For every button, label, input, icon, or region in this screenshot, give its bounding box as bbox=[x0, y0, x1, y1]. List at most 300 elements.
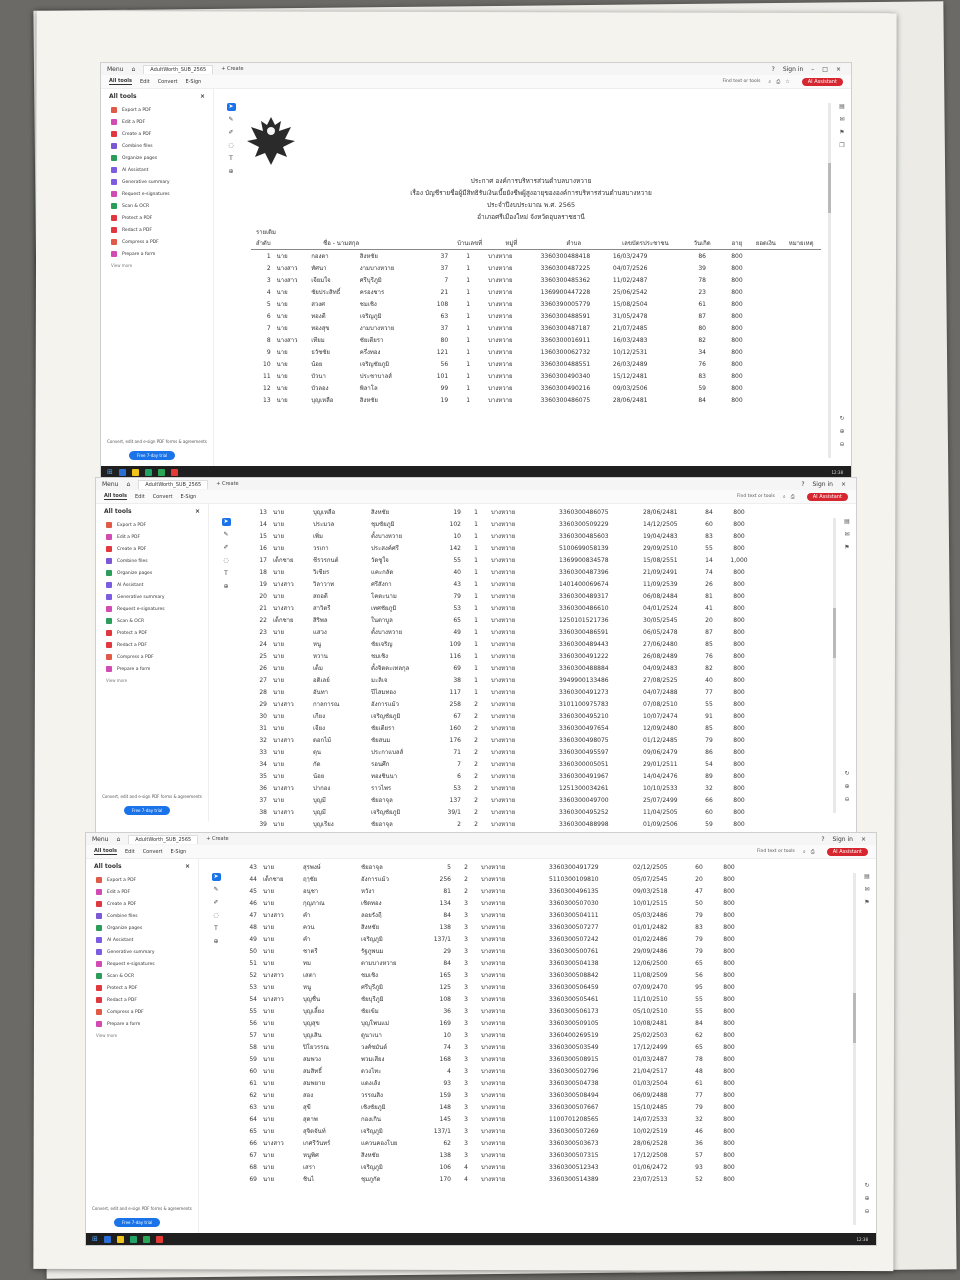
sign-in-link[interactable]: Sign in bbox=[812, 480, 833, 488]
table-cell: 800 bbox=[723, 983, 735, 991]
close-icon[interactable]: × bbox=[835, 65, 841, 73]
tool-item[interactable] bbox=[86, 958, 198, 970]
create-button[interactable]: + Create bbox=[216, 481, 239, 487]
home-icon[interactable]: ⌂ bbox=[116, 835, 121, 843]
close-panel-icon[interactable]: × bbox=[194, 508, 200, 515]
tool-label: Compress a PDF bbox=[122, 239, 159, 245]
tab-edit[interactable]: Edit bbox=[140, 78, 150, 85]
menu-button[interactable]: Menu bbox=[107, 65, 124, 73]
sign-in-link[interactable]: Sign in bbox=[782, 65, 804, 73]
table-cell: 15 bbox=[259, 532, 267, 540]
table-cell: บางหวาย bbox=[481, 1104, 506, 1111]
scrollbar-thumb[interactable] bbox=[828, 163, 831, 213]
table-cell: เด็กชาย bbox=[273, 557, 294, 564]
table-cell: แสวง bbox=[313, 629, 327, 636]
table-cell: งามบางหวาย bbox=[359, 325, 395, 332]
tab-e-sign[interactable]: E-Sign bbox=[180, 493, 197, 500]
table-cell: 3 bbox=[464, 1079, 468, 1087]
tab-e-sign[interactable]: E-Sign bbox=[185, 78, 202, 85]
help-icon[interactable]: ? bbox=[801, 480, 805, 488]
promo-text: Convert, edit and e-sign PDF forms & agreements bbox=[107, 439, 207, 444]
table-cell: 86 bbox=[698, 252, 706, 260]
select-cursor-icon[interactable]: ➤ bbox=[228, 103, 234, 110]
rotate-icon[interactable]: ↻ bbox=[864, 1182, 870, 1189]
table-cell: 30 bbox=[259, 712, 267, 720]
promo-text: Convert, edit and e-sign PDF forms & agreements bbox=[92, 1206, 192, 1211]
tool-item[interactable] bbox=[86, 922, 198, 934]
table-cell: 1251300034261 bbox=[559, 784, 609, 792]
acrobat-icon[interactable] bbox=[171, 469, 178, 476]
table-cell: พวมเสียง bbox=[361, 1056, 385, 1063]
tool-label: Protect a PDF bbox=[107, 985, 138, 991]
table-cell: 168 bbox=[439, 1055, 451, 1063]
table-cell: 81 bbox=[705, 592, 713, 600]
tool-item[interactable] bbox=[101, 104, 213, 116]
tool-item[interactable] bbox=[96, 579, 208, 591]
tool-item[interactable] bbox=[96, 555, 208, 567]
table-cell: 1 bbox=[474, 676, 478, 684]
ai-assistant-button[interactable]: AI Assistant bbox=[802, 78, 843, 86]
table-cell: 2 bbox=[474, 700, 478, 708]
table-cell: 59 bbox=[698, 384, 706, 392]
tool-item[interactable] bbox=[101, 224, 213, 236]
table-cell: 01/03/2504 bbox=[633, 1079, 668, 1087]
table-row bbox=[236, 861, 746, 873]
highlight-icon[interactable]: ✐ bbox=[228, 129, 234, 136]
vertical-scrollbar[interactable] bbox=[853, 873, 856, 1225]
draw-icon[interactable]: ◌ bbox=[223, 557, 229, 564]
draw-icon[interactable]: ◌ bbox=[213, 912, 219, 919]
page-thumbnails-icon[interactable]: ▤ bbox=[839, 103, 845, 110]
print-icon[interactable]: ⎙ bbox=[810, 848, 815, 855]
edge-icon[interactable] bbox=[119, 469, 126, 476]
tool-item[interactable] bbox=[96, 651, 208, 663]
table-cell: เสตา bbox=[303, 972, 316, 979]
zoom-in-icon[interactable]: ⊕ bbox=[864, 1195, 870, 1202]
table-cell: 84 bbox=[695, 1019, 703, 1027]
view-more-link[interactable]: View more bbox=[106, 678, 128, 683]
table-cell: 52 bbox=[249, 971, 257, 979]
table-cell: 800 bbox=[723, 1019, 735, 1027]
table-cell: อังการแม้ว bbox=[371, 701, 399, 708]
tool-item[interactable] bbox=[96, 603, 208, 615]
text-box-icon[interactable]: T bbox=[224, 570, 228, 577]
comment-icon[interactable]: ✎ bbox=[223, 531, 229, 538]
table-cell: 60 bbox=[705, 808, 713, 816]
table-row bbox=[251, 286, 821, 298]
comments-panel-icon[interactable]: ✉ bbox=[839, 116, 845, 123]
tool-item[interactable] bbox=[101, 176, 213, 188]
table-row bbox=[236, 981, 746, 993]
tool-item[interactable] bbox=[86, 982, 198, 994]
tool-icon bbox=[96, 937, 102, 943]
minimize-icon[interactable]: – bbox=[811, 65, 815, 73]
scrollbar-thumb[interactable] bbox=[833, 608, 836, 658]
table-cell: 1 bbox=[466, 288, 471, 296]
edge-icon[interactable] bbox=[104, 1236, 111, 1243]
tool-icon bbox=[111, 179, 117, 185]
tool-item[interactable] bbox=[86, 898, 198, 910]
tool-item[interactable] bbox=[101, 140, 213, 152]
search-icon[interactable]: ⌕ bbox=[768, 78, 772, 85]
table-cell: ประชาบาลส์ bbox=[359, 373, 392, 380]
table-cell: 1 bbox=[466, 336, 471, 344]
tool-item[interactable] bbox=[96, 591, 208, 603]
excel-icon[interactable] bbox=[145, 469, 152, 476]
table-cell: 63 bbox=[440, 312, 449, 320]
table-cell: วรรณสิง bbox=[361, 1092, 383, 1099]
select-cursor-icon[interactable]: ➤ bbox=[223, 518, 229, 525]
tab-edit[interactable]: Edit bbox=[135, 493, 145, 500]
tool-item[interactable] bbox=[86, 946, 198, 958]
tool-item[interactable] bbox=[96, 567, 208, 579]
text-box-icon[interactable]: T bbox=[229, 155, 233, 162]
select-cursor-icon[interactable]: ➤ bbox=[213, 873, 219, 880]
free-trial-button[interactable]: Free 7-day trial bbox=[129, 451, 175, 460]
search-icon[interactable]: ⌕ bbox=[802, 848, 806, 855]
tab-all-tools[interactable]: All tools bbox=[94, 848, 117, 854]
table-cell: 85 bbox=[705, 724, 713, 732]
table-cell: บางหวาย bbox=[488, 265, 513, 272]
table-cell: 80 bbox=[698, 324, 706, 332]
table-cell: 165 bbox=[439, 971, 451, 979]
document-page bbox=[241, 103, 821, 464]
tool-item[interactable] bbox=[96, 519, 208, 531]
close-icon[interactable]: × bbox=[860, 835, 866, 843]
table-row bbox=[251, 298, 821, 310]
table-cell: เทศชัยภูมิ bbox=[371, 605, 397, 612]
tool-item[interactable] bbox=[86, 886, 198, 898]
acrobat-icon[interactable] bbox=[156, 1236, 163, 1243]
table-cell: 89 bbox=[705, 772, 713, 780]
table-header-cell: บ้านเลขที่ bbox=[451, 237, 485, 250]
excel-icon[interactable] bbox=[130, 1236, 137, 1243]
table-cell: 5 bbox=[447, 863, 451, 871]
tab-all-tools[interactable]: All tools bbox=[109, 78, 132, 84]
table-cell: บางหวาย bbox=[481, 1068, 506, 1075]
highlight-icon[interactable]: ✐ bbox=[223, 544, 229, 551]
table-cell: 3 bbox=[266, 276, 271, 284]
file-tab[interactable]: AdultWorth_SUB_2565 bbox=[138, 480, 208, 489]
comment-icon[interactable]: ✎ bbox=[228, 116, 234, 123]
table-cell: 800 bbox=[733, 568, 745, 576]
find-text-input[interactable]: Find text or tools bbox=[757, 849, 795, 854]
table-row bbox=[246, 590, 756, 602]
table-row bbox=[236, 1017, 746, 1029]
table-cell: 14 bbox=[705, 556, 713, 564]
table-cell: 3360300498075 bbox=[559, 736, 609, 744]
free-trial-button[interactable]: Free 7-day trial bbox=[124, 806, 170, 815]
tool-item[interactable] bbox=[86, 934, 198, 946]
tool-item[interactable] bbox=[101, 128, 213, 140]
tool-item[interactable] bbox=[101, 200, 213, 212]
table-cell: บางหวาย bbox=[491, 713, 516, 720]
table-cell: ธวัชชัย bbox=[311, 349, 330, 356]
tool-item[interactable] bbox=[86, 910, 198, 922]
table-cell: นางสาว bbox=[276, 277, 298, 284]
table-cell: 83 bbox=[695, 923, 703, 931]
tab-convert[interactable]: Convert bbox=[142, 848, 163, 855]
table-cell: 1 bbox=[466, 312, 471, 320]
quick-tools-bar bbox=[210, 873, 222, 946]
table-cell: บางหวาย bbox=[488, 397, 513, 404]
home-icon[interactable]: ⌂ bbox=[131, 65, 136, 73]
table-cell: 1 bbox=[466, 372, 471, 380]
tool-item[interactable] bbox=[96, 627, 208, 639]
table-cell: 60 bbox=[695, 863, 703, 871]
tab-all-tools[interactable]: All tools bbox=[104, 493, 127, 499]
zoom-icon[interactable]: ⊕ bbox=[213, 938, 219, 945]
table-header-cell: ลำดับ bbox=[251, 237, 274, 250]
close-panel-icon[interactable]: × bbox=[184, 863, 190, 870]
tool-item[interactable] bbox=[96, 639, 208, 651]
bookmark-icon[interactable]: ☆ bbox=[785, 78, 790, 85]
table-cell: 40 bbox=[453, 568, 461, 576]
tool-item[interactable] bbox=[96, 531, 208, 543]
text-box-icon[interactable]: T bbox=[214, 925, 218, 932]
sign-in-link[interactable]: Sign in bbox=[832, 835, 853, 843]
ai-assistant-button[interactable]: AI Assistant bbox=[827, 848, 868, 856]
table-row bbox=[246, 806, 756, 818]
zoom-out-icon[interactable]: ⊖ bbox=[839, 441, 845, 448]
folder-icon[interactable] bbox=[132, 469, 139, 476]
tool-label: Export a PDF bbox=[117, 522, 147, 528]
table-cell: ปากอง bbox=[313, 785, 331, 792]
table-cell: กองตา bbox=[311, 253, 329, 260]
vertical-scrollbar[interactable] bbox=[828, 103, 831, 458]
table-cell: นาย bbox=[263, 984, 274, 991]
table-row bbox=[246, 650, 756, 662]
free-trial-button[interactable]: Free 7-day trial bbox=[114, 1218, 160, 1227]
table-cell: 10/01/2515 bbox=[633, 899, 668, 907]
table-cell: วงศ์ชมันต์ bbox=[361, 1044, 388, 1051]
tab-convert[interactable]: Convert bbox=[157, 78, 178, 85]
table-header-cell: อายุ bbox=[723, 237, 750, 250]
table-cell: 2 bbox=[474, 736, 478, 744]
table-cell: ตุน bbox=[313, 749, 321, 756]
table-cell: บางหวาย bbox=[488, 253, 513, 260]
tool-item[interactable] bbox=[96, 615, 208, 627]
table-row bbox=[246, 758, 756, 770]
quick-tools-bar bbox=[220, 518, 232, 591]
find-text-input[interactable]: Find text or tools bbox=[722, 79, 761, 84]
line-icon[interactable] bbox=[143, 1236, 150, 1243]
bookmarks-panel-icon[interactable]: ⚑ bbox=[839, 129, 845, 136]
comments-panel-icon[interactable]: ✉ bbox=[864, 886, 870, 893]
table-cell: 09/03/2506 bbox=[612, 384, 648, 392]
comments-panel-icon[interactable]: ✉ bbox=[844, 531, 850, 538]
table-cell: 04/01/2524 bbox=[643, 604, 678, 612]
table-header-cell: วันเกิด bbox=[681, 237, 723, 250]
draw-icon[interactable]: ◌ bbox=[228, 142, 234, 149]
tool-item[interactable] bbox=[96, 543, 208, 555]
table-cell: 2 bbox=[474, 784, 478, 792]
rotate-icon[interactable]: ↻ bbox=[839, 415, 845, 422]
table-row bbox=[236, 1089, 746, 1101]
folder-icon[interactable] bbox=[117, 1236, 124, 1243]
table-cell: 48 bbox=[695, 1067, 703, 1075]
table-cell: 3360300507269 bbox=[549, 1127, 599, 1135]
table-cell: 3360300508494 bbox=[549, 1091, 599, 1099]
help-icon[interactable]: ? bbox=[771, 65, 775, 73]
vertical-scrollbar[interactable] bbox=[833, 518, 836, 813]
table-cell: 21 bbox=[259, 604, 267, 612]
table-cell: 800 bbox=[723, 1007, 735, 1015]
table-cell: 46 bbox=[249, 899, 257, 907]
table-cell: สุรพงษ์ bbox=[303, 864, 321, 871]
table-cell: 16/03/2479 bbox=[612, 252, 648, 260]
tool-item[interactable] bbox=[86, 1006, 198, 1018]
print-icon[interactable]: ⎙ bbox=[776, 78, 781, 85]
zoom-out-icon[interactable]: ⊖ bbox=[864, 1208, 870, 1215]
scrollbar-thumb[interactable] bbox=[853, 993, 856, 1043]
tool-item[interactable] bbox=[86, 874, 198, 886]
tool-item[interactable] bbox=[101, 212, 213, 224]
tool-icon bbox=[96, 985, 102, 991]
table-cell: 93 bbox=[695, 1163, 703, 1171]
tool-item[interactable] bbox=[86, 970, 198, 982]
table-cell: เจริญชัยภูมิ bbox=[371, 713, 401, 720]
bookmarks-panel-icon[interactable]: ⚑ bbox=[864, 899, 870, 906]
table-cell: ชัยประสิทธิ์ bbox=[311, 289, 341, 296]
table-cell: บางหวาย bbox=[491, 677, 516, 684]
table-cell: 82 bbox=[698, 336, 706, 344]
table-cell: 10/10/2533 bbox=[643, 784, 678, 792]
table-cell: นาย bbox=[273, 725, 284, 732]
table-cell: นาย bbox=[263, 1020, 274, 1027]
table-cell: หนู bbox=[313, 641, 322, 648]
find-text-input[interactable]: Find text or tools bbox=[737, 494, 775, 499]
table-row bbox=[246, 686, 756, 698]
tab-edit[interactable]: Edit bbox=[125, 848, 135, 855]
menu-button[interactable]: Menu bbox=[92, 835, 109, 843]
table-cell: บางหวาย bbox=[481, 876, 506, 883]
line-icon[interactable] bbox=[158, 469, 165, 476]
table-cell: สิงหชัย bbox=[359, 397, 378, 404]
table-cell: 79 bbox=[695, 947, 703, 955]
create-button[interactable]: + Create bbox=[206, 836, 229, 842]
maximize-icon[interactable]: □ bbox=[822, 65, 828, 73]
table-cell: 19 bbox=[440, 396, 449, 404]
zoom-icon[interactable]: ⊕ bbox=[228, 168, 234, 175]
table-cell: บางหวาย bbox=[491, 737, 516, 744]
table-cell: 137/1 bbox=[433, 1127, 451, 1135]
table-cell: 62 bbox=[249, 1091, 257, 1099]
table-row bbox=[236, 1161, 746, 1173]
table-cell: 14/04/2476 bbox=[643, 772, 678, 780]
tool-item[interactable] bbox=[86, 994, 198, 1006]
zoom-icon[interactable]: ⊕ bbox=[223, 583, 229, 590]
table-cell: 79 bbox=[453, 592, 461, 600]
taskbar-clock: 12:38 bbox=[831, 469, 843, 475]
tool-item[interactable] bbox=[86, 1018, 198, 1030]
table-row bbox=[246, 746, 756, 758]
tool-item[interactable] bbox=[101, 236, 213, 248]
table-cell: มะลิเจ bbox=[371, 677, 388, 684]
table-cell: 800 bbox=[733, 628, 745, 636]
table-cell: สิงหชัย bbox=[359, 253, 378, 260]
tool-item[interactable] bbox=[101, 248, 213, 260]
table-cell: 3360300489443 bbox=[559, 640, 609, 648]
table-cell: เจริญชัยภูมิ bbox=[359, 361, 390, 368]
zoom-out-icon[interactable]: ⊖ bbox=[844, 796, 850, 803]
windows-start-icon[interactable]: ⊞ bbox=[92, 1235, 98, 1243]
table-cell: 32 bbox=[695, 1115, 703, 1123]
close-panel-icon[interactable]: × bbox=[199, 93, 205, 100]
table-cell: 108 bbox=[439, 995, 451, 1003]
table-cell: บางหวาย bbox=[481, 1140, 506, 1147]
table-cell: ชัยอาจุล bbox=[371, 797, 393, 804]
tool-item[interactable] bbox=[101, 164, 213, 176]
tool-label: Scan & OCR bbox=[107, 973, 135, 979]
table-cell: 3360300508842 bbox=[549, 971, 599, 979]
comment-icon[interactable]: ✎ bbox=[213, 886, 219, 893]
tool-item[interactable] bbox=[96, 663, 208, 675]
table-cell: บางหวาย bbox=[491, 665, 516, 672]
table-cell: สมพวง bbox=[303, 1056, 321, 1063]
file-tab[interactable]: AdultWorth_SUB_2565 bbox=[128, 835, 198, 844]
close-icon[interactable]: × bbox=[840, 480, 846, 488]
tab-convert[interactable]: Convert bbox=[152, 493, 173, 500]
table-cell: 06/09/2488 bbox=[633, 1091, 668, 1099]
table-cell: 800 bbox=[733, 712, 745, 720]
view-more-link[interactable]: View more bbox=[96, 1033, 118, 1038]
table-header-cell: ชื่อ - นามสกุล bbox=[274, 237, 409, 250]
table-cell: 800 bbox=[733, 616, 745, 624]
table-cell: บางหวาย bbox=[481, 1044, 506, 1051]
tool-item[interactable] bbox=[101, 152, 213, 164]
tool-icon bbox=[106, 618, 112, 624]
table-cell: 1 bbox=[466, 252, 471, 260]
table-cell: ฤๅชัย bbox=[303, 876, 318, 883]
menu-button[interactable]: Menu bbox=[102, 480, 119, 488]
create-button[interactable]: + Create bbox=[221, 66, 244, 72]
table-row bbox=[246, 566, 756, 578]
rotate-icon[interactable]: ↻ bbox=[844, 770, 850, 777]
tool-item[interactable] bbox=[101, 188, 213, 200]
page-thumbnails-icon[interactable]: ▤ bbox=[864, 873, 870, 880]
table-cell: 63 bbox=[249, 1103, 257, 1111]
table-cell: เจริญภูมิ bbox=[361, 1164, 383, 1171]
tool-item[interactable] bbox=[101, 116, 213, 128]
table-cell: 77 bbox=[695, 1091, 703, 1099]
tab-e-sign[interactable]: E-Sign bbox=[170, 848, 187, 855]
table-cell: บางหวาย bbox=[488, 277, 513, 284]
bookmarks-panel-icon[interactable]: ⚑ bbox=[844, 544, 850, 551]
home-icon[interactable]: ⌂ bbox=[126, 480, 131, 488]
zoom-in-icon[interactable]: ⊕ bbox=[844, 783, 850, 790]
table-cell: สวงศ bbox=[311, 301, 325, 308]
windows-start-icon[interactable]: ⊞ bbox=[107, 468, 113, 476]
help-icon[interactable]: ? bbox=[821, 835, 825, 843]
page-thumbnails-icon[interactable]: ▤ bbox=[844, 518, 850, 525]
table-cell: 1401400069674 bbox=[559, 580, 609, 588]
table-cell: 3360300487187 bbox=[540, 324, 591, 332]
table-cell: 40 bbox=[705, 676, 713, 684]
layers-icon[interactable]: ❐ bbox=[839, 142, 845, 149]
search-icon[interactable]: ⌕ bbox=[782, 493, 786, 500]
file-tab[interactable]: AdultWorth_SUB_2565 bbox=[143, 65, 213, 74]
view-more-link[interactable]: View more bbox=[111, 263, 133, 268]
highlight-icon[interactable]: ✐ bbox=[213, 899, 219, 906]
promo-text: Convert, edit and e-sign PDF forms & agreements bbox=[102, 794, 202, 799]
zoom-in-icon[interactable]: ⊕ bbox=[839, 428, 845, 435]
table-cell: นาย bbox=[263, 1164, 274, 1171]
ai-assistant-button[interactable]: AI Assistant bbox=[807, 493, 848, 501]
print-icon[interactable]: ⎙ bbox=[790, 493, 795, 500]
table-cell: 125 bbox=[439, 983, 451, 991]
table-row bbox=[251, 358, 821, 370]
